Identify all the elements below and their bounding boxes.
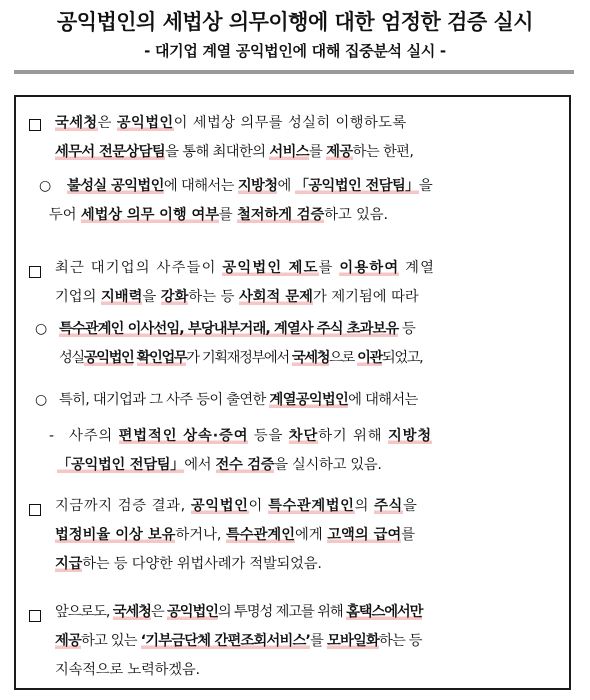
paragraph-1: [55, 109, 565, 167]
paragraph-line: 국세청은 공익법인이 세법상 의무를 성실히 이행하도록: [55, 115, 407, 131]
paragraph-line: 지금까지 검증 결과, 공익법인이 특수관계법인의 주식을: [55, 498, 418, 514]
paragraph-line: 두어 세법상 의무 이행 여부를 철저하게 검증하고 있음.: [49, 207, 388, 223]
paragraph-line: 기업의 지배력을 강화하는 등 사회적 문제가 제기됨에 따라: [55, 289, 419, 305]
paragraph-line: 앞으로도, 국세청은 공익법인의 투명성 제고를 위해 홈택스에서만: [55, 604, 423, 620]
page-title: 공익법인의 세법상 의무이행에 대한 엄정한 검증 실시: [56, 10, 534, 34]
page-subtitle: - 대기업 계열 공익법인에 대해 집중분석 실시 -: [144, 42, 446, 60]
paragraph-4: [59, 315, 569, 373]
paragraph-line: 세무서 전문상담팀을 통해 최대한의 서비스를 제공하는 한편,: [55, 144, 414, 160]
paragraph-line: 불성실 공익법인에 대해서는 지방청에 「공익법인 전담팀」을: [67, 178, 433, 194]
paragraph-8: [55, 598, 565, 685]
dash-bullet: -: [49, 428, 55, 444]
circle-bullet: ○: [35, 321, 48, 337]
paragraph-line: 사주의 편법적인 상속·증여 등을 차단하기 위해 지방청: [69, 428, 433, 444]
content-box: [14, 95, 571, 690]
paragraph-line: 특히, 대기업과 그 사주 등이 출연한 계열공익법인에 대해서는: [59, 392, 418, 408]
paragraph-3: [55, 254, 565, 312]
paragraph-6: [57, 422, 569, 480]
paragraph-line: 제공하고 있는 ‘기부금단체 간편조회서비스’를 모바일화하는 등: [55, 633, 422, 649]
paragraph-5: [59, 386, 569, 415]
square-bullet-icon: [29, 266, 41, 278]
paragraph-7: [55, 492, 565, 579]
square-bullet-icon: [29, 504, 41, 516]
paragraph-2: [49, 172, 567, 230]
square-bullet-icon: [29, 119, 41, 131]
title-divider: [14, 70, 574, 74]
circle-bullet: ○: [39, 178, 52, 194]
paragraph-line: 「공익법인 전담팀」에서 전수 검증을 실시하고 있음.: [57, 457, 382, 473]
paragraph-line: 법정비율 이상 보유하거나, 특수관계인에게 고액의 급여를: [55, 527, 416, 543]
square-bullet-icon: [29, 610, 41, 622]
paragraph-line: 지속적으로 노력하겠음.: [55, 662, 200, 678]
paragraph-line: 성실공익법인 확인업무가 기획재정부에서 국세청으로 이관되었고,: [59, 350, 423, 366]
circle-bullet: ○: [35, 392, 48, 408]
paragraph-line: 지급하는 등 다양한 위법사례가 적발되었음.: [55, 556, 322, 572]
paragraph-line: 특수관계인 이사선임, 부당내부거래, 계열사 주식 초과보유 등: [59, 321, 415, 337]
paragraph-line: 최근 대기업의 사주들이 공익법인 제도를 이용하여 계열: [55, 260, 436, 276]
